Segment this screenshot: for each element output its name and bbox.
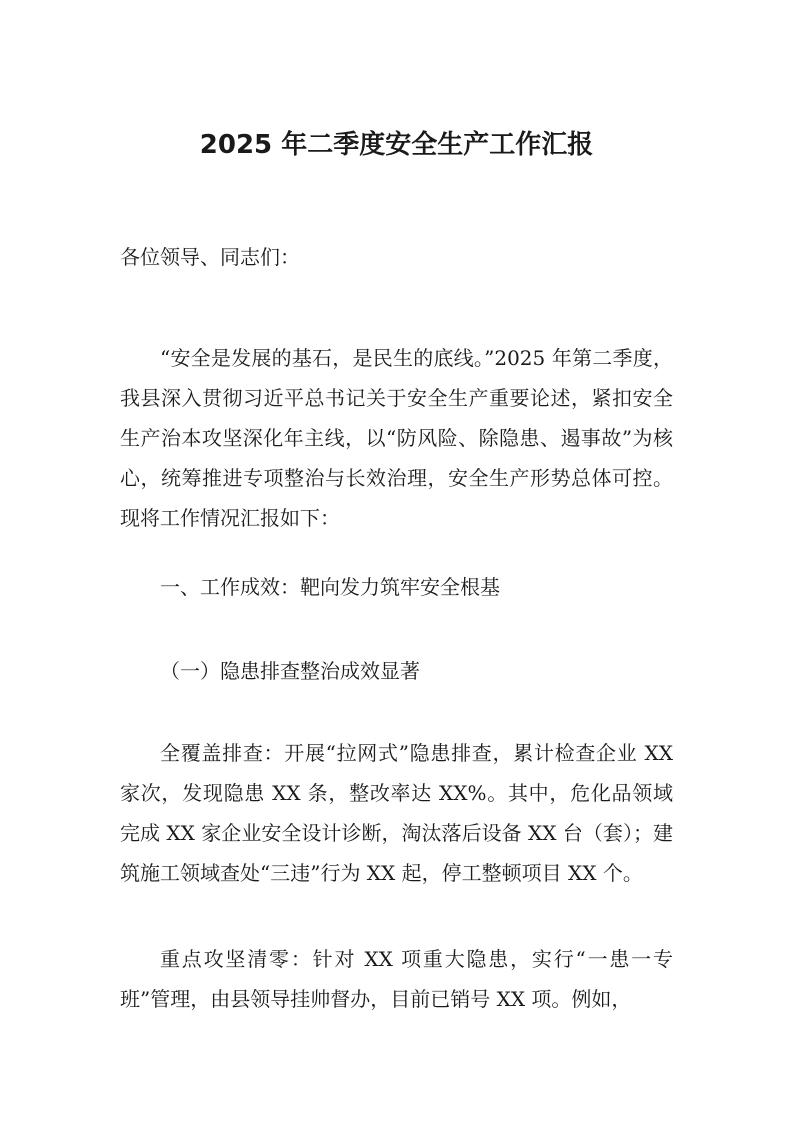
body-paragraph-inspection: 全覆盖排查：开展“拉网式”隐患排查，累计检查企业 XX 家次，发现隐患 XX 条，整改率达 XX%。其中，危化品领域完成 XX 家企业安全设计诊断，淘汰落后设备 XX 台（套）；建筑施工领域查处“三违”行为 XX 起，停工整顿项目 XX 个。 xyxy=(120,741,673,885)
section-heading: 一、工作成效：靶向发力筑牢安全根基 xyxy=(160,575,500,599)
body-paragraph-key-hazards: 重点攻坚清零：针对 XX 项重大隐患，实行“一患一专班”管理，由县领导挂帅督办，目前已销号 XX 项。例如， xyxy=(120,947,673,1011)
document-title: 2025 年二季度安全生产工作汇报 xyxy=(199,130,594,160)
subsection-heading: （一）隐患排查整治成效显著 xyxy=(160,659,420,683)
salutation: 各位领导、同志们： xyxy=(120,245,300,269)
intro-paragraph: “安全是发展的基石，是民生的底线。”2025 年第二季度，我县深入贯彻习近平总书记关于安全生产重要论述，紧扣安全生产治本攻坚深化年主线，以“防风险、除隐患、遏事故”为核心，统筹推进专项整治与长效治理，安全生产形势总体可控。现将工作情况汇报如下： xyxy=(120,346,673,530)
